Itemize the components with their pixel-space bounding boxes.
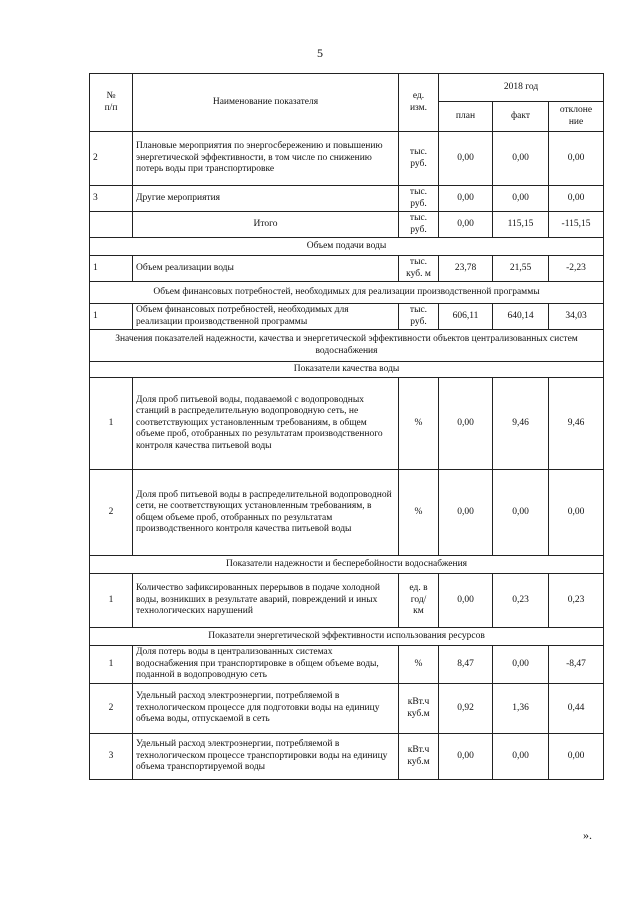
section-row: [90, 628, 604, 646]
row-fact: 21,55: [493, 256, 549, 282]
section-title: Показатели энергетической эффективности использования ресурсов: [90, 628, 604, 646]
row-name: Доля проб питьевой воды, подаваемой с водопроводных станций в распределительную водопроводную сеть, не соответствующих установленным требованиям, в общем объеме проб, отобранных по результатам производственного контроля качества питьевой воды: [133, 378, 399, 470]
row-name: Другие мероприятия: [133, 186, 399, 212]
row-fact: 0,00: [493, 734, 549, 780]
row-name: Количество зафиксированных перерывов в подаче холодной воды, возникших в результате аварий, повреждений и иных технологических нарушений: [133, 574, 399, 628]
section-row: [90, 282, 604, 304]
row-name: Итого: [133, 212, 399, 238]
table-row: [90, 132, 604, 186]
row-plan: 0,00: [439, 186, 493, 212]
row-number: 1: [90, 378, 133, 470]
row-deviation: -115,15: [549, 212, 604, 238]
production-program-table: [89, 73, 604, 780]
section-title: Значения показателей надежности, качества и энергетической эффективности объектов централизованных систем водоснабжения: [90, 330, 604, 362]
section-title: Объем подачи воды: [90, 238, 604, 256]
row-unit: тыс. куб. м: [399, 256, 439, 282]
table-row: [90, 574, 604, 628]
row-unit: тыс. руб.: [399, 304, 439, 330]
row-fact: 0,00: [493, 470, 549, 556]
row-number: 2: [90, 132, 133, 186]
row-number: 1: [90, 646, 133, 684]
row-unit: кВт.ч куб.м: [399, 734, 439, 780]
row-name: Доля потерь воды в централизованных системах водоснабжения при транспортировке в общем объеме воды, поданной в водопроводную сеть: [133, 646, 399, 684]
row-fact: 9,46: [493, 378, 549, 470]
row-deviation: 0,00: [549, 734, 604, 780]
row-number: [90, 212, 133, 238]
row-number: 2: [90, 470, 133, 556]
row-name: Объем финансовых потребностей, необходимых для реализации производственной программы: [133, 304, 399, 330]
row-deviation: 9,46: [549, 378, 604, 470]
row-name: Доля проб питьевой воды в распределительной водопроводной сети, не соответствующих установленным требованиям, в общем объеме проб, отобранных по результатам производственного контроля качества питьевой воды: [133, 470, 399, 556]
row-deviation: 0,44: [549, 684, 604, 734]
row-plan: 0,00: [439, 470, 493, 556]
row-plan: 606,11: [439, 304, 493, 330]
header-unit: ед. изм.: [399, 74, 439, 132]
row-fact: 0,00: [493, 646, 549, 684]
row-plan: 23,78: [439, 256, 493, 282]
row-fact: 0,23: [493, 574, 549, 628]
row-number: 2: [90, 684, 133, 734]
row-deviation: 34,03: [549, 304, 604, 330]
row-deviation: -8,47: [549, 646, 604, 684]
header-year: 2018 год: [439, 74, 604, 102]
section-title: Показатели качества воды: [90, 362, 604, 378]
row-plan: 0,00: [439, 132, 493, 186]
row-fact: 0,00: [493, 132, 549, 186]
row-deviation: 0,00: [549, 132, 604, 186]
row-plan: 0,00: [439, 734, 493, 780]
row-unit: тыс. руб.: [399, 212, 439, 238]
end-mark: ».: [583, 828, 592, 842]
header-fact: факт: [493, 102, 549, 132]
section-row: [90, 556, 604, 574]
row-number: 3: [90, 734, 133, 780]
table-row: [90, 734, 604, 780]
table-row: [90, 212, 604, 238]
row-fact: 0,00: [493, 186, 549, 212]
header-num: № п/п: [90, 74, 133, 132]
row-unit: %: [399, 378, 439, 470]
table-row: [90, 186, 604, 212]
row-unit: тыс. руб.: [399, 186, 439, 212]
row-plan: 0,00: [439, 212, 493, 238]
row-unit: ед. в год/ км: [399, 574, 439, 628]
header-plan: план: [439, 102, 493, 132]
section-title: Объем финансовых потребностей, необходимых для реализации производственной программы: [90, 282, 604, 304]
row-name: Удельный расход электроэнергии, потребляемой в технологическом процессе транспортировки воды на единицу объема транспортируемой воды: [133, 734, 399, 780]
header-name: Наименование показателя: [133, 74, 399, 132]
row-plan: 8,47: [439, 646, 493, 684]
row-fact: 640,14: [493, 304, 549, 330]
page-number: 5: [317, 46, 323, 60]
table-row: [90, 378, 604, 470]
section-row: [90, 362, 604, 378]
row-unit: %: [399, 470, 439, 556]
row-deviation: -2,23: [549, 256, 604, 282]
row-plan: 0,00: [439, 574, 493, 628]
row-fact: 1,36: [493, 684, 549, 734]
row-deviation: 0,00: [549, 470, 604, 556]
row-unit: кВт.ч куб.м: [399, 684, 439, 734]
table-row: [90, 684, 604, 734]
table-row: [90, 256, 604, 282]
row-number: 1: [90, 574, 133, 628]
row-unit: %: [399, 646, 439, 684]
row-deviation: 0,00: [549, 186, 604, 212]
table-row: [90, 304, 604, 330]
row-unit: тыс. руб.: [399, 132, 439, 186]
header-deviation: отклоне ние: [549, 102, 604, 132]
row-plan: 0,00: [439, 378, 493, 470]
row-number: 3: [90, 186, 133, 212]
section-title: Показатели надежности и бесперебойности водоснабжения: [90, 556, 604, 574]
row-name: Удельный расход электроэнергии, потребляемой в технологическом процессе для подготовки воды на единицу объема воды, отпускаемой в сеть: [133, 684, 399, 734]
section-row: [90, 330, 604, 362]
row-fact: 115,15: [493, 212, 549, 238]
row-number: 1: [90, 256, 133, 282]
row-plan: 0,92: [439, 684, 493, 734]
row-name: Объем реализации воды: [133, 256, 399, 282]
row-name: Плановые мероприятия по энергосбережению и повышению энергетической эффективности, в том числе по снижению потерь воды при транспортировке: [133, 132, 399, 186]
table-row: [90, 470, 604, 556]
row-number: 1: [90, 304, 133, 330]
row-deviation: 0,23: [549, 574, 604, 628]
table-row: [90, 646, 604, 684]
section-row: [90, 238, 604, 256]
